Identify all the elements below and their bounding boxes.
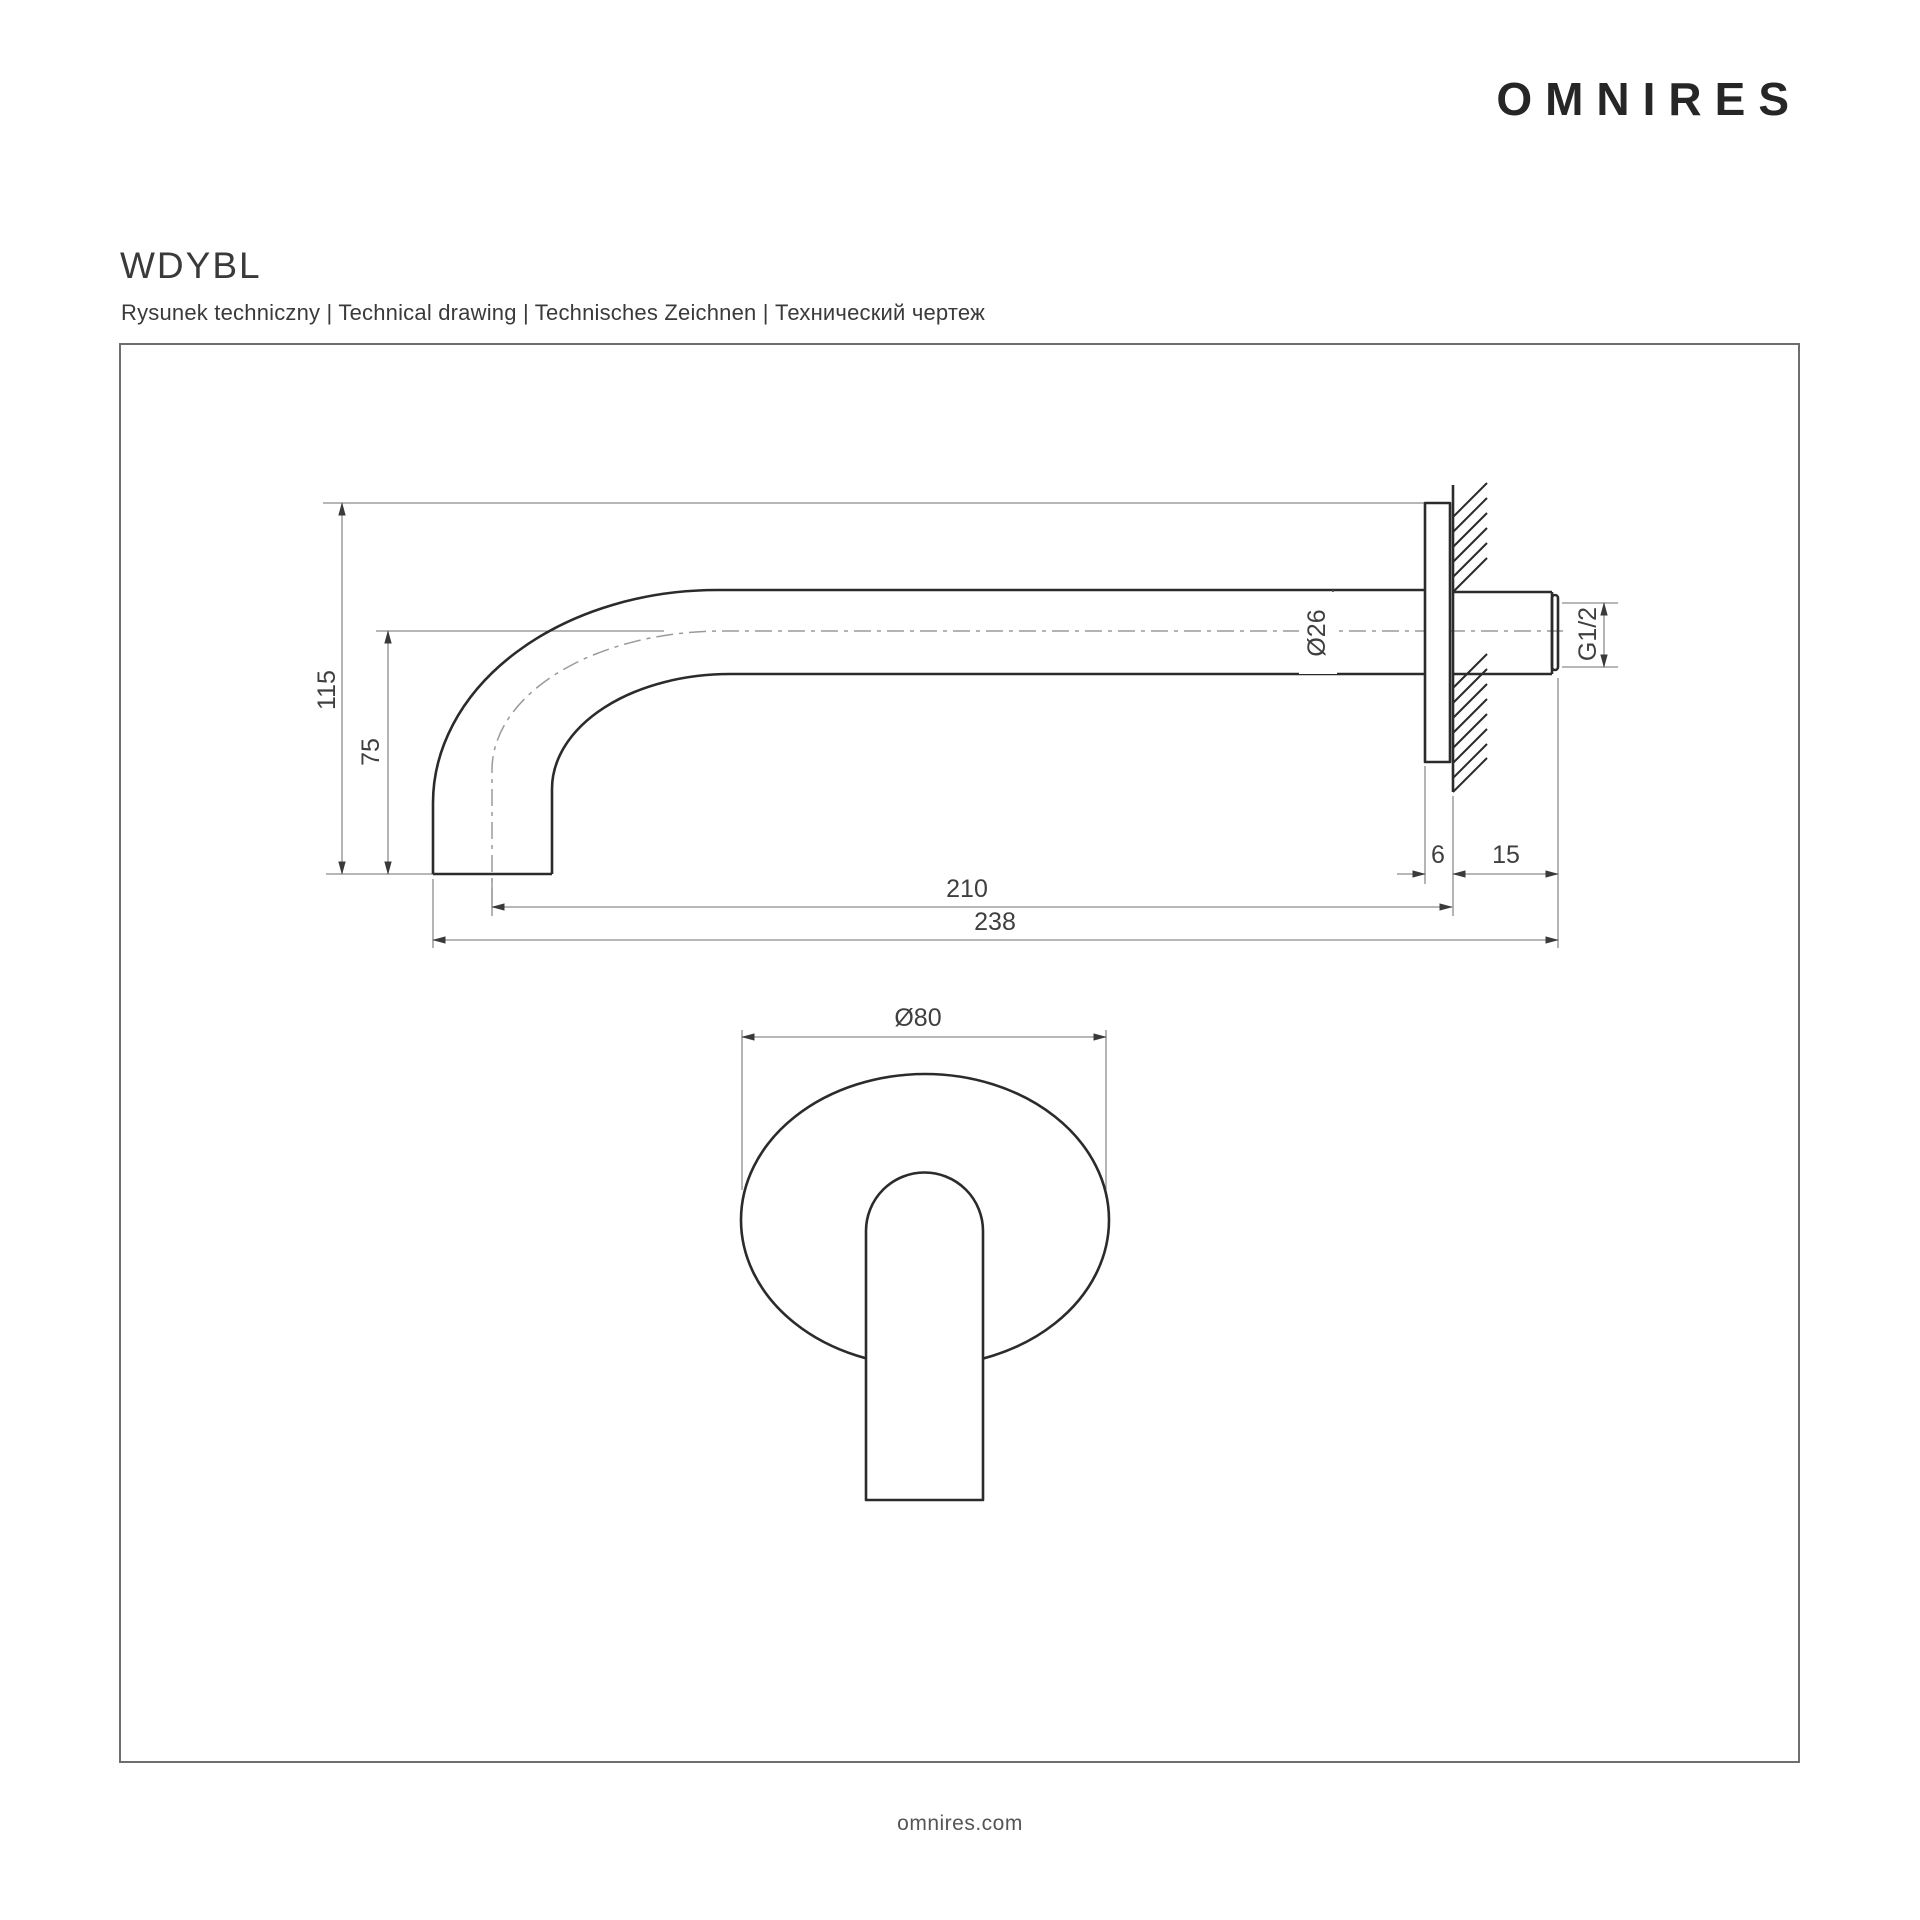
dim-thread: G1/2 — [1574, 606, 1602, 662]
threaded-connector — [1453, 592, 1558, 674]
dim-length-total: 238 — [974, 908, 1016, 936]
brand-logo: OMNIRES — [1496, 73, 1802, 125]
wall-hatching — [1453, 483, 1487, 792]
dim-reach-to-center: 210 — [946, 875, 988, 903]
product-code-title: WDYBL — [120, 245, 262, 286]
side-view — [313, 483, 1618, 948]
dim-flange-diameter: Ø80 — [894, 1004, 942, 1032]
dim-flange-offset: 6 — [1431, 841, 1445, 869]
tube-centerline — [492, 631, 1563, 905]
front-view — [741, 1004, 1109, 1500]
website-footer: omnires.com — [897, 1812, 1023, 1835]
drawing-subtitle: Rysunek techniczny | Technical drawing | Technisches Zeichnen | Технический чертеж — [121, 300, 986, 325]
dim-height-total: 115 — [313, 670, 341, 710]
spout-profile — [433, 590, 1425, 874]
spout-front — [866, 1173, 983, 1501]
dim-height-to-center: 75 — [357, 738, 385, 766]
dim-thread-length: 15 — [1492, 841, 1520, 869]
extension-lines-front — [742, 1030, 1106, 1190]
wall-flange — [1425, 503, 1450, 762]
dim-spout-diameter: Ø26 — [1303, 609, 1331, 657]
